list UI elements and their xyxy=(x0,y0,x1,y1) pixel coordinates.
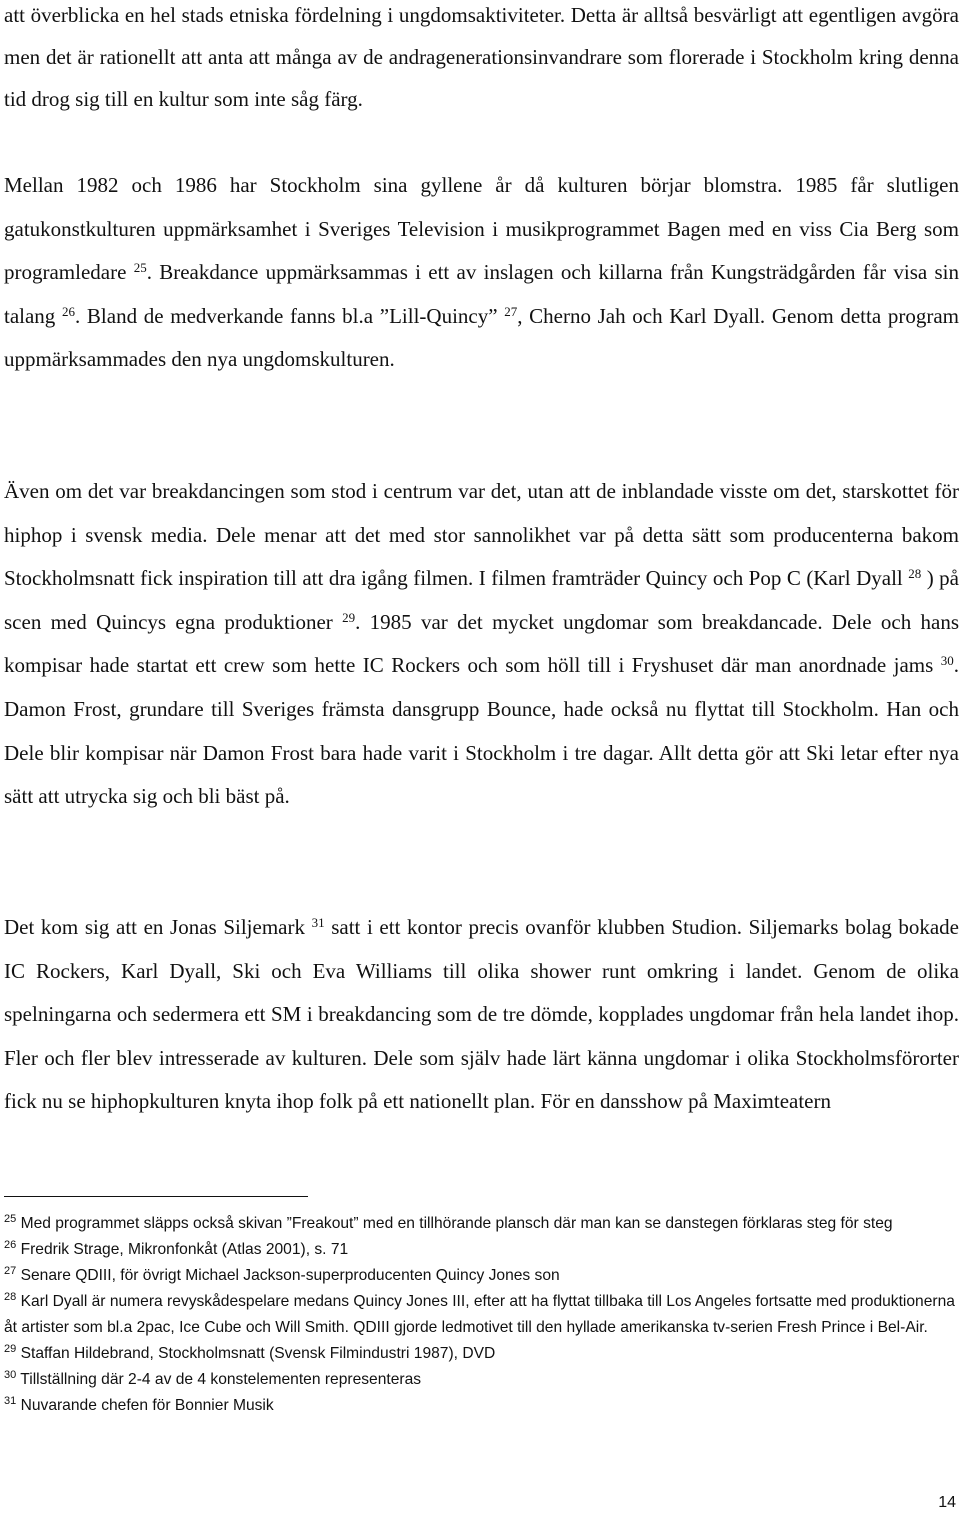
footnote-number: 27 xyxy=(4,1264,17,1277)
body-paragraph-3 xyxy=(4,470,959,819)
footnote-separator xyxy=(4,1196,308,1197)
paragraph-text: satt i ett kontor precis ovanför klubben Studion. Siljemarks bolag bokade IC Rockers, Karl Dyall, Ski och Eva Williams till olika shower runt omkring i landet. Genom de olika spelningarna och sedermera ett SM i breakdancing som de tre dömde, kopplades ungdomar från hela landet ihop. Fler och fler blev intresserade av kulturen. Dele som själv hade lärt känna ungdomar i olika Stockholmsförorter fick nu se hiphopkulturen knyta ihop folk på ett nationellt plan. För en dansshow på Maximteatern xyxy=(4,915,959,1114)
footnote-number: 26 xyxy=(4,1238,17,1251)
footnote-number: 30 xyxy=(4,1368,17,1381)
footnote-text: Senare QDIII, för övrigt Michael Jackson-superproducenten Quincy Jones son xyxy=(16,1267,560,1284)
footnote-number: 28 xyxy=(4,1290,17,1303)
paragraph-text: . Damon Frost, grundare till Sveriges främsta dansgrupp Bounce, hade också nu flyttat till Stockholm. Han och Dele blir kompisar när Damon Frost bara hade varit i Stockholm i tre dagar. Allt detta gör att Ski letar efter nya sätt att utrycka sig och bli bäst på. xyxy=(4,653,959,809)
footnote-reference[interactable]: 31 xyxy=(311,914,325,930)
paragraph-text: ) på scen med Quincys egna produktioner xyxy=(4,566,959,634)
paragraph-text: . 1985 var det mycket ungdomar som breakdancade. Dele och hans kompisar hade startat ett crew som hette IC Rockers och som höll till i Fryshuset där man anordnade jams xyxy=(4,609,959,678)
body-paragraph-2 xyxy=(4,164,959,382)
footnote-reference[interactable]: 26 xyxy=(61,303,75,319)
footnote-item xyxy=(4,1393,959,1419)
footnote-item xyxy=(4,1367,959,1393)
body-paragraph-4 xyxy=(4,906,959,1124)
footnote-text: Tillställning där 2-4 av de 4 konstelementen representeras xyxy=(16,1371,422,1388)
footnote-list xyxy=(4,1211,959,1419)
paragraph-text: . Bland de medverkande fanns bl.a ”Lill-Quincy” xyxy=(74,303,505,328)
footnote-text: Fredrik Strage, Mikronfonkåt (Atlas 2001), s. 71 xyxy=(16,1241,349,1258)
paragraph-text: , Cherno Jah och Karl Dyall. Genom detta program uppmärksammades den nya ungdomskulturen. xyxy=(4,303,959,372)
footnote-text: Nuvarande chefen för Bonnier Musik xyxy=(16,1397,274,1414)
paragraph-text: att överblicka en hel stads etniska fördelning i ungdomsaktiviteter. Detta är alltså besvärligt att egentligen avgöra men det är rationellt att anta att många av de andragenerationsinvandrare som florerade i Stockholm kring denna tid drog sig till en kultur som inte såg färg. xyxy=(4,3,959,111)
paragraph-text: Mellan 1982 och 1986 har Stockholm sina gyllene år då kulturen börjar blomstra. 1985 får slutligen gatukonstkulturen uppmärksamhet i Sveriges Television i musikprogrammet Bagen med en viss Cia Berg som programledare xyxy=(4,173,959,285)
footnote-text: Med programmet släpps också skivan ”Freakout” med en tillhörande plansch där man kan se danstegen förklaras steg för steg xyxy=(16,1215,893,1232)
footnote-reference[interactable]: 25 xyxy=(133,260,147,276)
footnote-text: Karl Dyall är numera revyskådespelare medans Quincy Jones III, efter att ha flyttat tillbaka till Los Angeles fortsatte med produktionerna åt artister som bl.a 2pac, Ice Cube och Will Smith. QDIII gjorde ledmotivet till den hyllade amerikanska tv-serien Fresh Prince i Bel-Air. xyxy=(4,1293,955,1336)
footnote-item xyxy=(4,1341,959,1367)
footnote-number: 25 xyxy=(4,1212,17,1225)
footnote-reference[interactable]: 28 xyxy=(908,566,922,582)
footnote-item xyxy=(4,1263,959,1289)
footnote-reference[interactable]: 30 xyxy=(940,653,954,669)
footnote-number: 31 xyxy=(4,1394,17,1407)
footnote-reference[interactable]: 27 xyxy=(504,303,518,319)
footnote-reference[interactable]: 29 xyxy=(342,609,356,625)
paragraph-text: Även om det var breakdancingen som stod i centrum var det, utan att de inblandade visste om det, starskottet för hiphop i svensk media. Dele menar att det med stor sannolikhet var på detta sätt som producenterna bakom Stockholmsnatt fick inspiration till att dra igång filmen. I filmen framträder Quincy och Pop C (Karl Dyall xyxy=(4,479,959,591)
page-number: 14 xyxy=(938,1494,956,1511)
footnote-item xyxy=(4,1211,959,1237)
footnote-number: 29 xyxy=(4,1342,17,1355)
paragraph-text: Det kom sig att en Jonas Siljemark xyxy=(4,915,312,939)
footnote-item xyxy=(4,1289,959,1341)
footnote-item xyxy=(4,1237,959,1263)
paragraph-text: . Breakdance uppmärksammas i ett av inslagen och killarna från Kungsträdgården får visa sin talang xyxy=(4,260,959,328)
footnote-text: Staffan Hildebrand, Stockholmsnatt (Svensk Filmindustri 1987), DVD xyxy=(16,1345,496,1362)
body-paragraph-1 xyxy=(4,0,959,120)
